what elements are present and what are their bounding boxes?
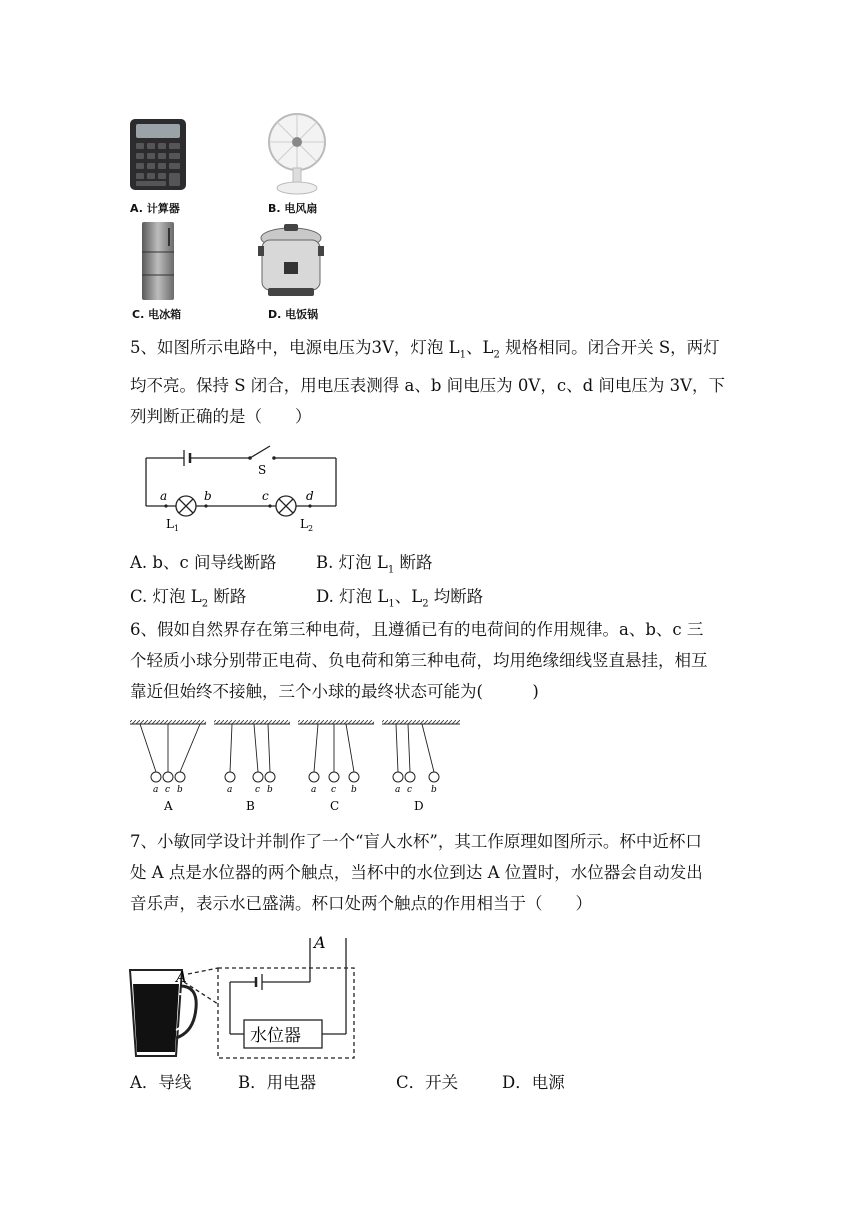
q5-line-2: 均不亮。保持 S 闭合，用电压表测得 a、b 间电压为 0V，c、d 间电压为 3V，下 bbox=[130, 376, 726, 396]
q5-circuit-diagram bbox=[138, 438, 348, 533]
q6-line-1: 6、假如自然界存在第三种电荷，且遵循已有的电荷间的作用规律。a、b、c 三 bbox=[130, 620, 704, 639]
q5-option-a[interactable]: A. b、c 间导线断路 bbox=[130, 553, 277, 572]
svg-text:c: c bbox=[165, 785, 171, 795]
q7-line-1: 7、小敏同学设计并制作了一个“盲人水杯”，其工作原理如图所示。杯中近杯口 bbox=[130, 832, 702, 851]
q5-line-1: 5、如图所示电路中，电源电压为3V，灯泡 $L_1$、$L_2$ 规格相同。闭合开关 S，两灯 bbox=[130, 338, 720, 361]
q4-image-fridge bbox=[138, 220, 178, 302]
q4-caption-d: D. 电饭锅 bbox=[268, 308, 319, 321]
q5-text bbox=[130, 332, 750, 432]
q6-text bbox=[130, 614, 750, 707]
switch-label: S bbox=[258, 463, 267, 477]
svg-text:c: c bbox=[407, 785, 413, 795]
q6-line-2: 个轻质小球分别带正电荷、负电荷和第三种电荷，均用绝缘细线竖直悬挂，相互 bbox=[130, 651, 708, 670]
q4-caption-c: C. 电冰箱 bbox=[132, 308, 182, 321]
point-d-label: d bbox=[306, 489, 314, 503]
svg-text:b: b bbox=[431, 785, 437, 795]
calculator-icon bbox=[128, 117, 188, 192]
q5-option-b[interactable]: B. 灯泡 $L_1$ 断路 bbox=[316, 553, 433, 576]
lamp-l2-label: $L_2$ bbox=[300, 517, 314, 533]
refrigerator-icon bbox=[138, 220, 178, 302]
figure-b-label: B bbox=[246, 799, 255, 813]
figure-b bbox=[214, 720, 290, 813]
q4-image-fan bbox=[262, 112, 332, 197]
q6-pendulum-figures bbox=[128, 716, 468, 816]
figure-a bbox=[130, 720, 206, 813]
figure-a-label: A bbox=[164, 799, 173, 813]
point-a-label: a bbox=[160, 489, 168, 503]
q7-circuit-diagram bbox=[124, 928, 364, 1063]
q7-option-a[interactable]: A．导线 bbox=[130, 1073, 192, 1092]
point-a-cup-label: A bbox=[176, 968, 187, 986]
point-b-label: b bbox=[204, 489, 212, 503]
q4-image-calculator bbox=[128, 117, 188, 192]
point-c-label: c bbox=[262, 489, 269, 503]
figure-d bbox=[382, 720, 460, 813]
figure-d-label: D bbox=[414, 799, 424, 813]
svg-text:a: a bbox=[227, 785, 233, 795]
svg-text:b: b bbox=[267, 785, 273, 795]
q4-caption-b: B. 电风扇 bbox=[268, 202, 318, 215]
svg-text:b: b bbox=[177, 785, 183, 795]
svg-text:c: c bbox=[255, 785, 261, 795]
q5-option-c[interactable]: C. 灯泡 $L_2$ 断路 bbox=[130, 587, 247, 610]
q5-line-3: 列判断正确的是（ ） bbox=[130, 407, 312, 427]
q5-option-d[interactable]: D. 灯泡 $L_1$、$L_2$ 均断路 bbox=[316, 587, 484, 610]
svg-text:a: a bbox=[395, 785, 401, 795]
q6-line-3: 靠近但始终不接触，三个小球的最终状态可能为( ) bbox=[130, 682, 539, 701]
svg-text:c: c bbox=[331, 785, 337, 795]
q7-option-d[interactable]: D．电源 bbox=[502, 1073, 565, 1092]
q7-line-2: 处 A 点是水位器的两个触点，当杯中的水位到达 A 位置时，水位器会自动发出 bbox=[130, 863, 703, 882]
q4-image-rice-cooker bbox=[256, 222, 326, 300]
q7-line-3: 音乐声，表示水已盛满。杯口处两个触点的作用相当于（ ） bbox=[130, 894, 592, 913]
q7-option-c[interactable]: C．开关 bbox=[396, 1073, 459, 1092]
figure-c bbox=[298, 720, 374, 813]
svg-text:b: b bbox=[351, 785, 357, 795]
svg-text:a: a bbox=[311, 785, 317, 795]
point-a-top-label: A bbox=[314, 933, 326, 952]
svg-text:a: a bbox=[153, 785, 159, 795]
q4-caption-a: A. 计算器 bbox=[130, 202, 180, 215]
rice-cooker-icon bbox=[256, 222, 326, 300]
water-level-box-label: 水位器 bbox=[250, 1026, 301, 1046]
figure-c-label: C bbox=[330, 799, 340, 813]
electric-fan-icon bbox=[262, 112, 332, 197]
q7-option-b[interactable]: B．用电器 bbox=[238, 1073, 317, 1092]
q7-text bbox=[130, 826, 750, 919]
lamp-l1-label: $L_1$ bbox=[166, 517, 180, 533]
